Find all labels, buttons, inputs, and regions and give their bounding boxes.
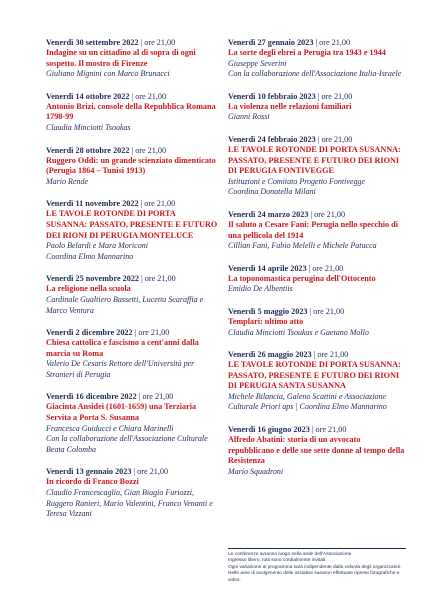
event-item [228,264,406,295]
event-title: Ruggero Oddi: un grande scienziato dimenticato (Perugia 1864 – Tunisi 1913) [46,155,216,176]
note-entry: Ingresso libero, tutti sono cordialmente invitati. [228,558,327,564]
event-title: LE TAVOLE ROTONDE DI PORTA SUSANNA: PASSATO, PRESENTE E FUTURO DEI RIONI DI PERUGIA SANTA SUSANNA [228,360,401,391]
event-item [228,38,406,80]
event-speakers: Gianni Rossi [228,112,270,122]
event-item [228,307,406,338]
event-date: Venerdì 24 febbraio 2023 | ore 21,00 [228,134,353,144]
event-title: Indagine su un cittadino al di sopra di ogni sospetto. Il mostro di Firenze [46,48,196,68]
event-date: Venerdì 24 marzo 2023 | ore 21,00 [228,209,346,219]
event-item [228,92,406,123]
event-date: Venerdì 14 ottobre 2022 | ore 21,00 [46,91,167,101]
event-title: La sorte degli ebrei a Perugia tra 1943 e 1944 [228,48,386,57]
event-date: Venerdì 11 novembre 2022 | ore 21,00 [46,199,176,209]
event-title: Alfredo Abatini: storia di un avvocato repubblicano e delle sue sette donne al tempo della Resistenza [228,435,405,466]
event-speakers: Paolo Belardi e Mara Moriconi [46,241,148,251]
event-title: LE TAVOLE ROTONDE DI PORTA SUSANNA: PASSATO, PRESENTE E FUTURO DEI RIONI DI PERUGIA MONTELUCE [46,209,218,240]
event-item [46,467,218,519]
event-speakers: Istituzioni e Comitato Progetto Fontivegge [228,176,366,186]
event-title: Antonio Brizi, console della Repubblica Romana 1798-99 [46,101,216,122]
event-item [228,425,406,477]
event-speakers: Francesca Guiducci e Chiara Marinelli [46,423,174,433]
event-item [46,328,218,380]
event-item [46,199,218,262]
event-speakers: Valerio De Cesaris Rettore dell'Università per Stranieri di Perugia [46,359,195,379]
event-collaboration: Con la collaborazione dell'Associazione Culturale Beata Colomba [46,434,208,454]
event-title: La toponomastica perugina dell'Ottocento [228,273,376,283]
event-speakers: Cardinale Gualtiero Bassetti, Lucetta Scaraffia e Marco Ventura [46,294,204,315]
event-item [228,135,406,198]
event-date: Venerdì 10 febbraio 2023 | ore 21,00 [228,91,353,101]
event-item [46,274,218,316]
event-item [46,392,218,455]
event-item [228,210,406,252]
event-date: Venerdì 14 aprile 2023 | ore 21,00 [228,263,344,273]
event-speakers: Claudia Minciotti Tsoukas e Gaetano Mollo [228,327,369,337]
event-date: Venerdì 28 ottobre 2022 | ore 21,00 [46,145,167,155]
note-disclaimer: Ogni variazione al programma sarà indipendente dalla volontà degli organizzatori. Nelle aree di svolgimento delle iniziative saranno effettuate riprese fotografiche e video. [228,564,402,583]
event-speakers: Claudia Minciotti Tsoukas [46,122,131,132]
event-title: Templari: ultimo atto [228,316,304,326]
event-date: Venerdì 5 maggio 2023 | ore 21,00 [228,306,345,316]
event-speakers: Giuliano Mignini con Marco Brunacci [46,69,170,79]
event-title: Giacinta Ansidei (1601-1659) una Terziaria Servita a Porta S. Susanna [46,402,197,423]
event-speakers: Cillian Fani, Fabio Melelli e Michele Patucca [228,241,377,251]
event-coordinator: Coordina Elmo Mannarino [46,251,134,261]
footer-note [228,548,406,584]
event-date: Venerdì 16 giugno 2023 | ore 21,00 [228,425,347,435]
event-date: Venerdì 26 maggio 2023 | ore 21,00 [228,350,349,360]
event-item [46,92,218,134]
event-coordinator: Coordina Donatella Milani [228,187,316,197]
event-speakers: Emidio De Albentiis [228,284,293,294]
event-speakers: Claudio Francescaglia, Gian Biagio Furiozzi, Ruggero Ranieri, Mario Valentini, Franco Venanti e Teresa Vizzani [46,488,213,519]
event-title: In ricordo di Franco Bozzi [46,477,139,487]
event-date: Venerdì 25 novembre 2022 | ore 21,00 [46,274,176,284]
event-title: La religione nella scuola [46,284,131,294]
event-date: Venerdì 16 dicembre 2022 | ore 21,00 [46,392,174,402]
event-title: LE TAVOLE ROTONDE DI PORTA SUSANNA: PASSATO, PRESENTE E FUTURO DEI RIONI DI PERUGIA FONTIVEGGE [228,144,401,176]
event-speakers: Giuseppe Severini [228,58,287,68]
note-venue: Le conferenze avranno luogo nella sede dell'Associazione. [228,552,353,557]
event-title: Il saluto a Cesare Fani: Perugia nello specchio di una pellicola del 1914 [228,219,398,240]
event-item [46,38,218,80]
left-column [46,38,218,532]
event-date: Venerdì 30 settembre 2022 | ore 21,00 [46,38,176,47]
event-speakers: Michele Bilancia, Galeno Scattini e Associazione Culturale Priori aps | Coordina Elmo Mannarino [228,391,387,412]
event-title: La violenza nelle relazioni familiari [228,101,352,111]
event-item [46,146,218,188]
event-date: Venerdì 27 gennaio 2023 | ore 21,00 [228,38,351,47]
event-date: Venerdì 13 gennaio 2023 | ore 21,00 [46,467,169,477]
event-speakers: Mario Squadroni [228,466,284,476]
event-date: Venerdì 2 dicembre 2022 | ore 21,00 [46,328,170,338]
right-column [228,38,406,489]
event-collaboration: Con la collaborazione dell'Associazione Italia-Israele [228,69,402,79]
event-title: Chiesa cattolica e fascismo a cent'anni dalla marcia su Roma [46,338,199,358]
event-speakers: Mario Rende [46,176,88,186]
event-item [228,350,406,413]
